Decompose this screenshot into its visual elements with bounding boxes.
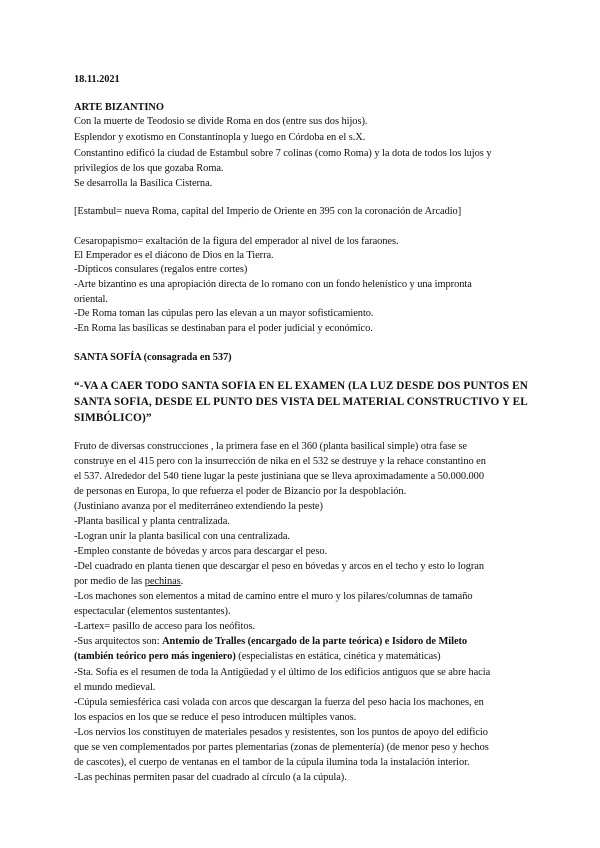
- text-line: -Dípticos consulares (regalos entre cortes): [74, 264, 248, 275]
- text-line: -Sta. Sofía es el resumen de toda la Antigüedad y el último de los edificios antiguos que se abre hacia: [74, 667, 491, 678]
- text-line: de personas en Europa, lo que refuerza el poder de Bizancio por la despoblación.: [74, 486, 407, 497]
- architects-line: [74, 635, 467, 648]
- bracket-note: [Estambul= nueva Roma, capital del Imperio de Oriente en 395 con la coronación de Arcadio]: [74, 206, 462, 217]
- text-line: Fruto de diversas construcciones , la primera fase en el 360 (planta basilical simple) otra fase se: [74, 441, 467, 452]
- text-line: -Los machones son elementos a mitad de camino entre el muro y los pilares/columnas de tamaño: [74, 591, 473, 602]
- text-line: construye en el 415 pero con la insurrección de nika en el 532 se destruye y la rehace constantino en: [74, 456, 486, 467]
- architects-note: (también teórico pero más ingeniero): [74, 651, 236, 662]
- text-line: Se desarrolla la Basílica Cisterna.: [74, 178, 213, 189]
- text-line: -Cúpula semiesférica casi volada con arcos que descargan la fuerza del peso hacia los machones, en: [74, 697, 484, 708]
- text-line: Cesaropapismo= exaltación de la figura del emperador al nivel de los faraones.: [74, 236, 399, 247]
- text-line: espectacular (elementos sustentantes).: [74, 606, 231, 617]
- text-line: -En Roma las basílicas se destinaban para el poder judicial y económico.: [74, 323, 373, 334]
- architects-names: Antemio de Tralles (encargado de la parte teórica) e Isidoro de Mileto: [162, 636, 468, 647]
- text-line: Esplendor y exotismo en Constantinopla y luego en Córdoba en el s.X.: [74, 132, 366, 143]
- exam-quote-line: “-VA A CAER TODO SANTA SOFÍA EN EL EXAMEN (LA LUZ DESDE DOS PUNTOS EN: [74, 380, 528, 392]
- text-line: -Del cuadrado en planta tienen que descargar el peso en bóvedas y arcos en el techo y esto lo logran: [74, 561, 484, 572]
- text-line: (Justiniano avanza por el mediterráneo extendiendo la peste): [74, 501, 323, 512]
- text-line: que se ven complementados por partes plementarias (zonas de plementería) (de menor peso y hechos: [74, 742, 489, 753]
- text-line: -De Roma toman las cúpulas pero las elevan a un mayor sofisticamiento.: [74, 308, 374, 319]
- text-span: por medio de las: [74, 576, 145, 587]
- text-span: -Sus arquitectos son:: [74, 636, 163, 647]
- text-line: de cascotes), el cuerpo de ventanas en el tambor de la cúpula ilumina toda la instalación interior.: [74, 757, 470, 768]
- text-line: El Emperador es el diácono de Dios en la Tierra.: [74, 250, 274, 261]
- pechinas-underlined-term: pechinas: [144, 576, 181, 587]
- text-line: -Arte bizantino es una apropiación directa de lo romano con un fondo helenístico y una impronta: [74, 279, 472, 290]
- text-line: privilegios de los que gozaba Roma.: [74, 163, 224, 174]
- architects-line-2: [74, 650, 441, 663]
- text-line: Constantino edificó la ciudad de Estambul sobre 7 colinas (como Roma) y la dota de todos los lujos y: [74, 148, 492, 159]
- text-span: .: [180, 576, 184, 587]
- text-line: el 537. Alrededor del 540 tiene lugar la peste justiniana que se lleva aproximadamente a 50.000.000: [74, 471, 484, 482]
- document-date: 18.11.2021: [74, 74, 120, 85]
- text-line: oriental.: [74, 294, 108, 305]
- text-line: -Las pechinas permiten pasar del cuadrado al círculo (a la cúpula).: [74, 772, 347, 783]
- text-line: -Los nervios los constituyen de materiales pesados y resistentes, son los puntos de apoyo del edificio: [74, 727, 488, 738]
- text-line: -Empleo constante de bóvedas y arcos para descargar el peso.: [74, 546, 328, 557]
- section-title-arte-bizantino: ARTE BIZANTINO: [74, 102, 164, 113]
- text-line: -Lartex= pasillo de acceso para los neófitos.: [74, 621, 256, 632]
- text-line: el mundo medieval.: [74, 682, 156, 693]
- text-span: (especialistas en estática, cinética y matemáticas): [235, 651, 441, 662]
- exam-quote-line: SIMBÓLICO)”: [74, 412, 152, 424]
- text-line: -Logran unir la planta basilical con una centralizada.: [74, 531, 290, 542]
- text-line-pechinas: [74, 575, 183, 588]
- section-title-santa-sofia: SANTA SOFÍA (consagrada en 537): [74, 352, 232, 363]
- text-line: los espacios en los que se reduce el peso introducen múltiples vanos.: [74, 712, 357, 723]
- exam-quote-line: SANTA SOFÍA, DESDE EL PUNTO DES VISTA DEL MATERIAL CONSTRUCTIVO Y EL: [74, 396, 528, 408]
- text-line: -Planta basilical y planta centralizada.: [74, 516, 230, 527]
- text-line: Con la muerte de Teodosio se divide Roma en dos (entre sus dos hijos).: [74, 116, 368, 127]
